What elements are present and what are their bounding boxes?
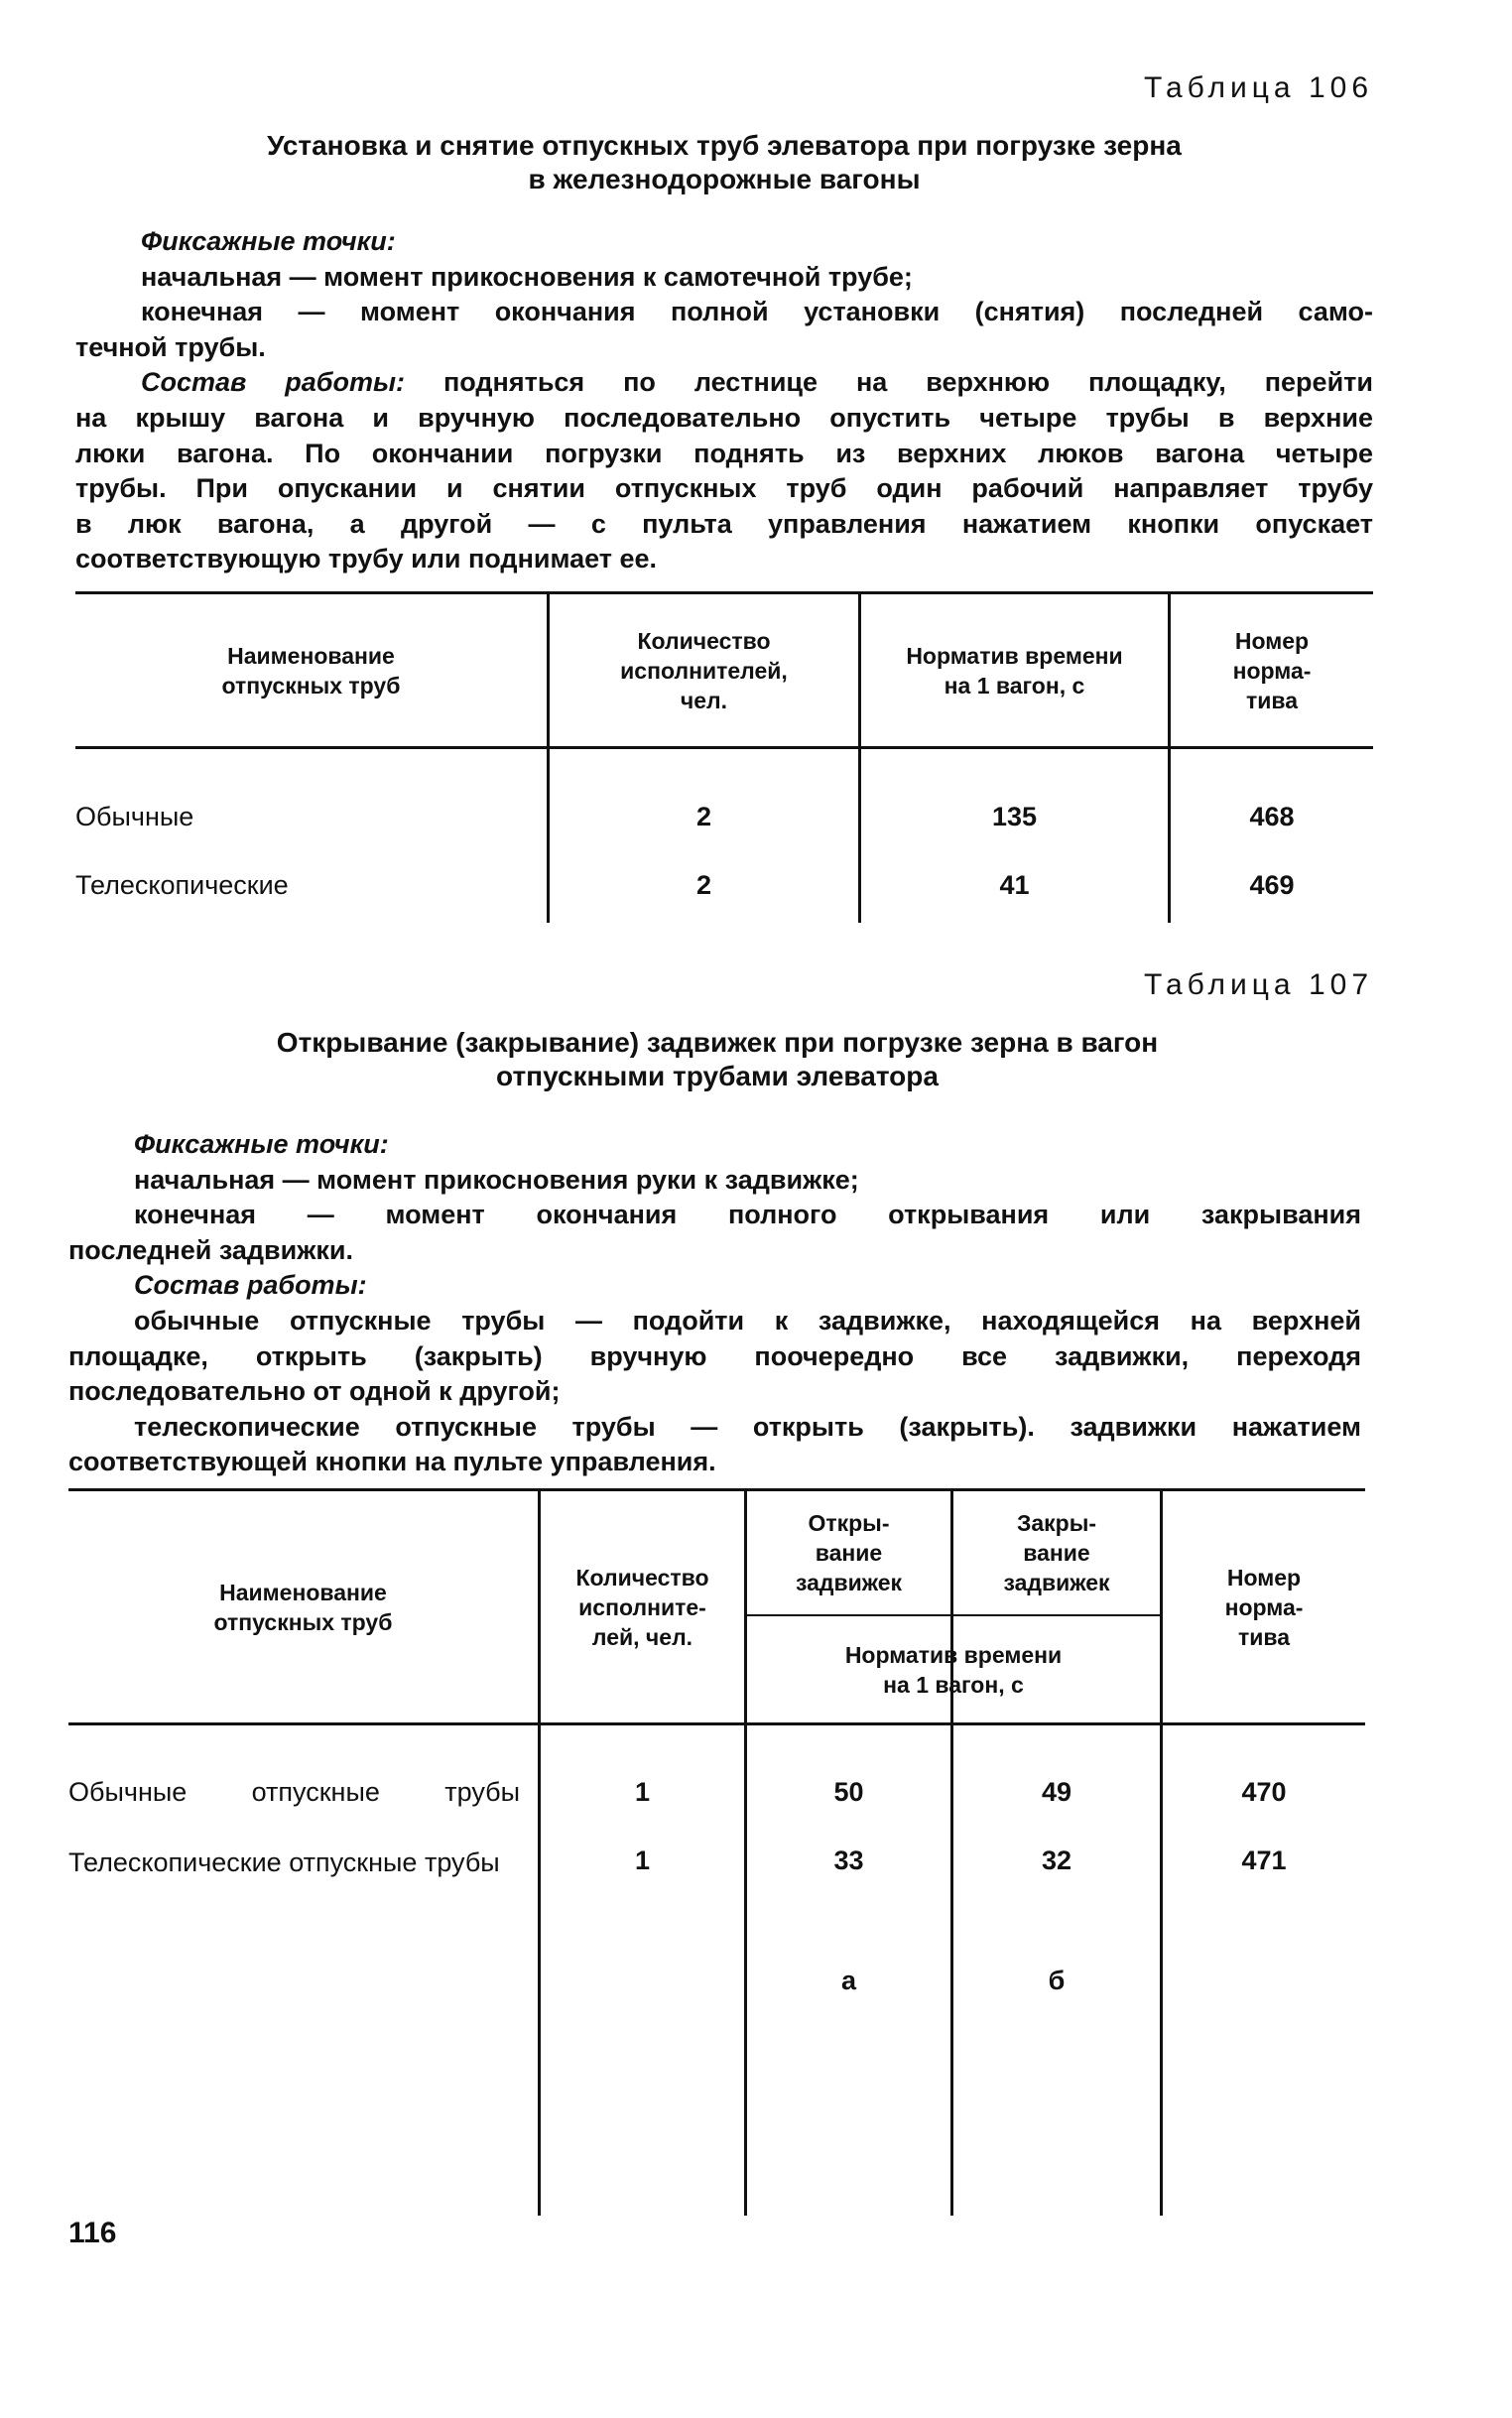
cell-count: 2 <box>695 802 712 831</box>
table-106-title <box>75 129 1373 196</box>
cell-count: 2 <box>695 870 712 900</box>
fix-end-cont: течной трубы. <box>75 331 266 362</box>
table-106-description <box>75 224 1373 577</box>
work-line: соответствующей кнопки на пульте управления. <box>68 1447 716 1477</box>
fix-start: начальная — момент прикосновения руки к задвижке; <box>134 1164 859 1195</box>
cell-count: 1 <box>634 1845 651 1875</box>
title-line: отпускными трубами элеватора <box>496 1061 939 1091</box>
cell-number: 470 <box>1241 1777 1287 1807</box>
work-line <box>75 365 1373 401</box>
cell-name <box>68 1844 520 1881</box>
cell-number: 469 <box>1249 870 1295 900</box>
work-heading: Состав работы: <box>141 367 406 398</box>
subheader-rule <box>746 1614 1161 1616</box>
cell-count: 1 <box>634 1777 651 1807</box>
table-107-title <box>68 1026 1366 1093</box>
page-number: 116 <box>68 2217 117 2249</box>
work-line: площадке, открыть (закрыть) вручную поочередно все задвижки, переходя <box>68 1340 1361 1371</box>
header-norm: Норматив времени на 1 вагон, с <box>906 643 1123 699</box>
footnote-mark-b: б <box>1048 1966 1066 1995</box>
work-line: соответствующую трубу или поднимает ее. <box>75 544 658 574</box>
header-number: Номер норма- тива <box>1232 628 1312 713</box>
footnote-mark-a: а <box>840 1966 857 1995</box>
table-107-label: Таблица 107 <box>1143 968 1373 1001</box>
work-line: люки вагона. По окончании погрузки поднять из верхних люков вагона четыре <box>75 438 1373 468</box>
work-line: трубы. При опускании и снятии отпускных труб один рабочий направляет трубу <box>75 473 1373 504</box>
table-top-rule <box>68 1488 1365 1491</box>
cell-name: Обычные отпускные трубы <box>68 1777 520 1807</box>
cell-open: 50 <box>833 1777 864 1807</box>
table-106-label: Таблица 106 <box>1143 71 1373 104</box>
header-count: Количество исполните- лей, чел. <box>575 1565 709 1650</box>
header-close: Закры- вание задвижек <box>1003 1510 1110 1595</box>
work-heading: Состав работы: <box>134 1270 367 1301</box>
header-name: Наименование отпускных труб <box>221 643 401 699</box>
cell-close: 32 <box>1041 1845 1072 1875</box>
cell-name-text: Телескопические отпускные трубы <box>68 1847 500 1877</box>
table-top-rule <box>75 591 1373 594</box>
header-name: Наименование отпускных труб <box>213 1580 393 1635</box>
table-107-description <box>68 1127 1361 1480</box>
cell-close: 49 <box>1041 1777 1072 1807</box>
cell-norm: 41 <box>999 870 1030 900</box>
table-header-rule <box>68 1722 1365 1725</box>
cell-norm: 135 <box>991 802 1038 831</box>
work-text: поднятьcя по лестнице на верхнюю площадку, перейти <box>405 367 1373 398</box>
table-header-rule <box>75 746 1373 749</box>
title-line: в железнодорожные вагоны <box>528 164 921 194</box>
fix-heading: Фиксажные точки: <box>141 226 396 256</box>
cell-number: 471 <box>1241 1845 1287 1875</box>
cell-open: 33 <box>833 1845 864 1875</box>
work-line: последовательно от одной к другой; <box>68 1376 561 1407</box>
work-line: на крышу вагона и вручную последовательно опустить четыре трубы в верхние <box>75 402 1373 433</box>
cell-name: Телескопические <box>75 870 289 900</box>
header-count: Количество исполнителей, чел. <box>620 628 788 713</box>
fix-end: конечная — момент окончания полного открывания или закрывания <box>134 1200 1361 1230</box>
title-line: Открывание (закрывание) задвижек при погрузке зерна в вагон <box>276 1027 1159 1058</box>
cell-number: 468 <box>1249 802 1295 831</box>
title-line: Установка и снятие отпускных труб элеватора при погрузке зерна <box>267 130 1182 161</box>
cell-name: Обычные <box>75 802 194 831</box>
header-norm: Норматив времени на 1 вагон, с <box>844 1642 1063 1698</box>
header-open: Откры- вание задвижек <box>795 1510 903 1595</box>
fix-heading: Фиксажные точки: <box>134 1129 389 1159</box>
work-line: обычные отпускные трубы — подойти к задвижке, находящейся на верхней <box>134 1305 1361 1336</box>
fix-end-cont: последней задвижки. <box>68 1234 354 1265</box>
work-line: телескопические отпускные трубы — открыть (закрыть). задвижки нажатием <box>134 1411 1361 1442</box>
header-number: Номер норма- тива <box>1224 1565 1304 1650</box>
work-line: в люк вагона, а другой — с пульта управления нажатием кнопки опускает <box>75 508 1373 539</box>
fix-start: начальная — момент прикосновения к самотечной трубе; <box>141 261 913 292</box>
fix-end: конечная — момент окончания полной установки (снятия) последней само- <box>141 297 1373 327</box>
